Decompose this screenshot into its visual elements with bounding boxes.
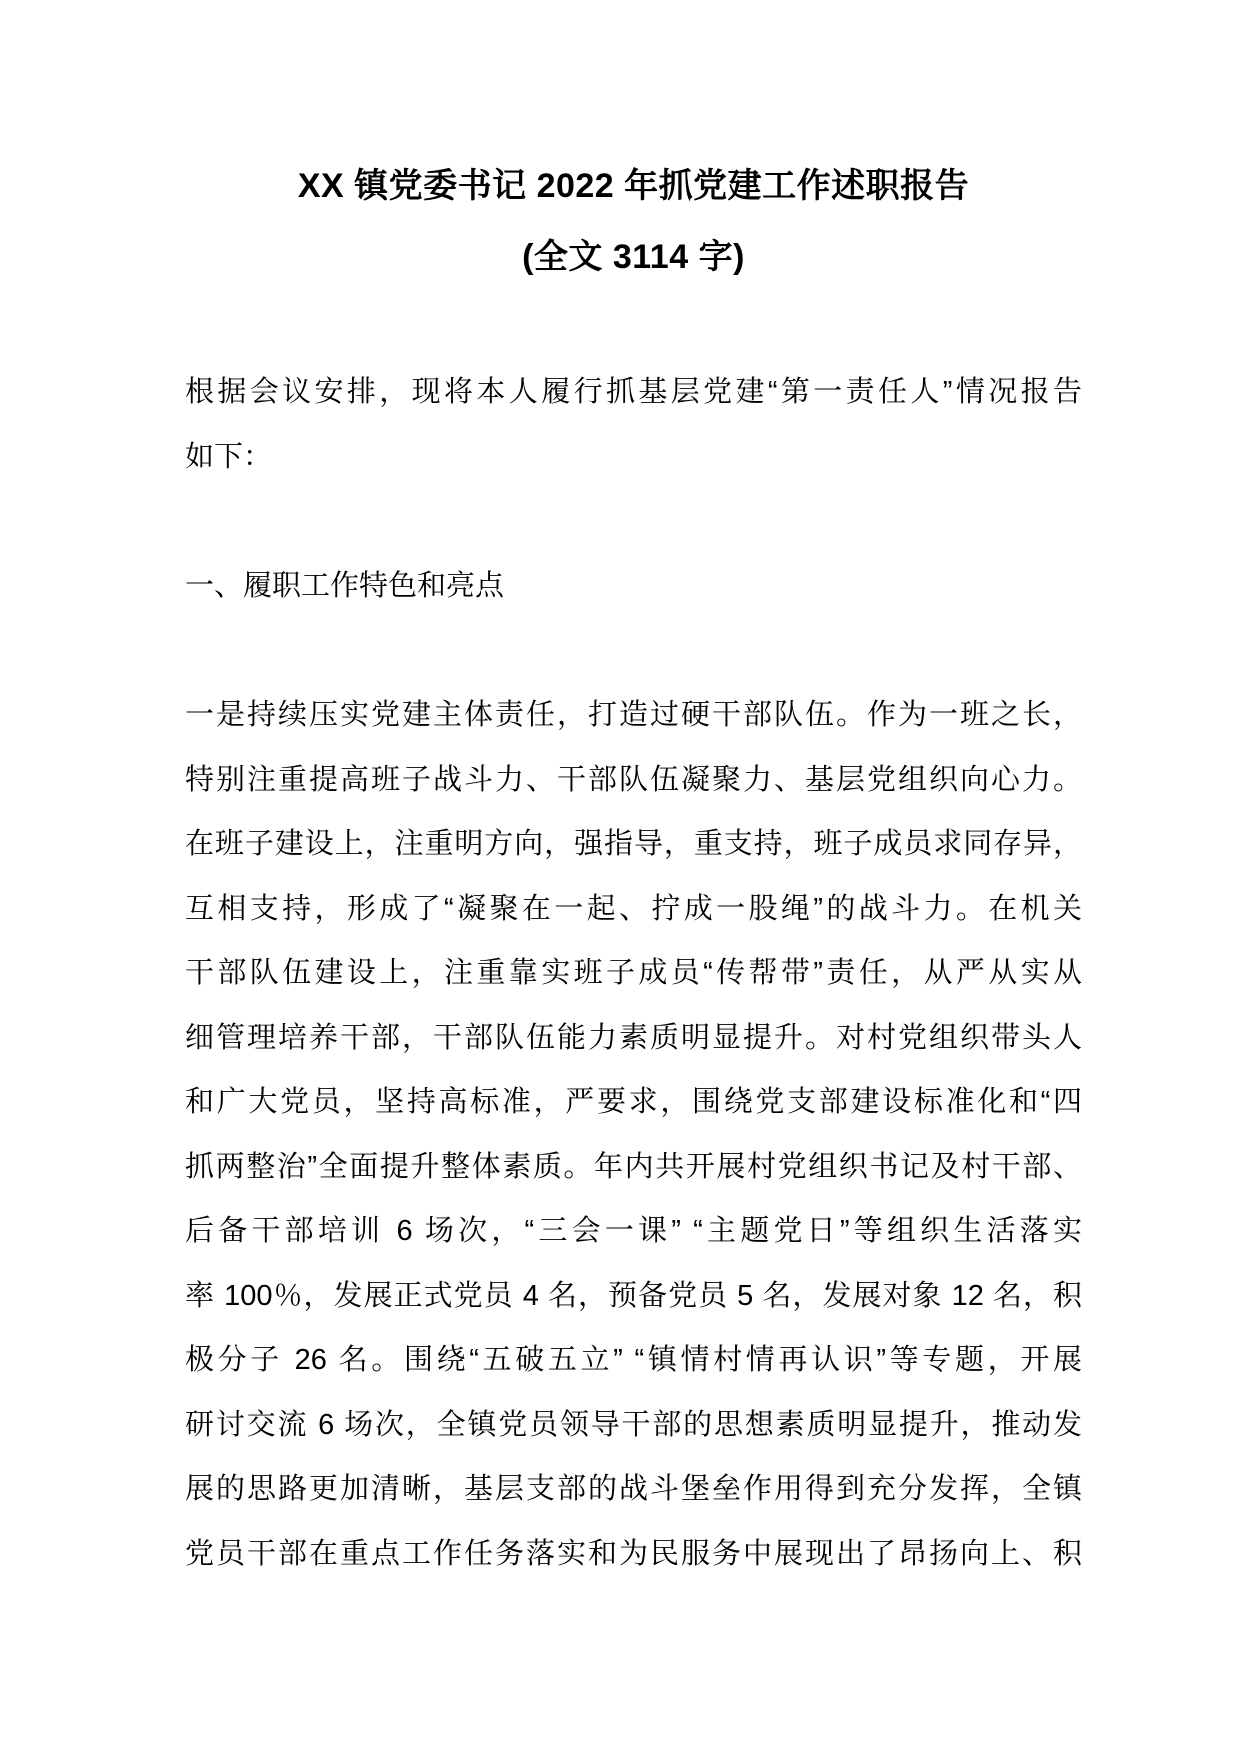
intro-line: 根据会议安排，现将本人履行抓基层党建“第一责任人”情况报告 [185,376,1082,408]
body-line: 在班子建设上，注重明方向，强指导，重支持，班子成员求同存异， [185,828,1082,860]
intro-paragraph [185,360,1082,489]
body-line: 后备干部培训 6 场次，“三会一课” “主题党日”等组织生活落实 [185,1215,1082,1247]
body-line: 党员干部在重点工作任务落实和为民服务中展现出了昂扬向上、积 [185,1537,1082,1570]
body-line: 研讨交流 6 场次，全镇党员领导干部的思想素质明显提升，推动发 [185,1408,1082,1441]
body-line: 极分子 26 名。围绕“五破五立” “镇情村情再认识”等专题，开展 [185,1344,1082,1376]
document-subtitle: (全文 3114 字) [522,238,745,276]
document-title: XX 镇党委书记 2022 年抓党建工作述职报告 [297,167,970,205]
document-title-block [185,151,1082,293]
body-line: 特别注重提高班子战斗力、干部队伍凝聚力、基层党组织向心力。 [185,763,1082,796]
intro-line: 如下： [185,440,273,473]
document-content [185,0,1082,1586]
section-paragraph [185,683,1082,1586]
body-line: 一是持续压实党建主体责任，打造过硬干部队伍。作为一班之长， [185,699,1082,731]
body-line: 和广大党员，坚持高标准，严要求，围绕党支部建设标准化和“四 [185,1086,1082,1118]
section-heading-text: 一、履职工作特色和亮点 [185,569,505,602]
body-line: 率 100％，发展正式党员 4 名，预备党员 5 名，发展对象 12 名，积 [185,1279,1082,1312]
body-line: 互相支持，形成了“凝聚在一起、拧成一股绳”的战斗力。在机关 [185,892,1082,925]
body-line: 抓两整治”全面提升整体素质。年内共开展村党组织书记及村干部、 [185,1150,1082,1183]
body-line: 细管理培养干部，干部队伍能力素质明显提升。对村党组织带头人 [185,1021,1082,1054]
body-line: 干部队伍建设上，注重靠实班子成员“传帮带”责任，从严从实从 [185,957,1082,989]
section-heading [185,554,1082,619]
body-line: 展的思路更加清晰，基层支部的战斗堡垒作用得到充分发挥，全镇 [185,1473,1082,1505]
